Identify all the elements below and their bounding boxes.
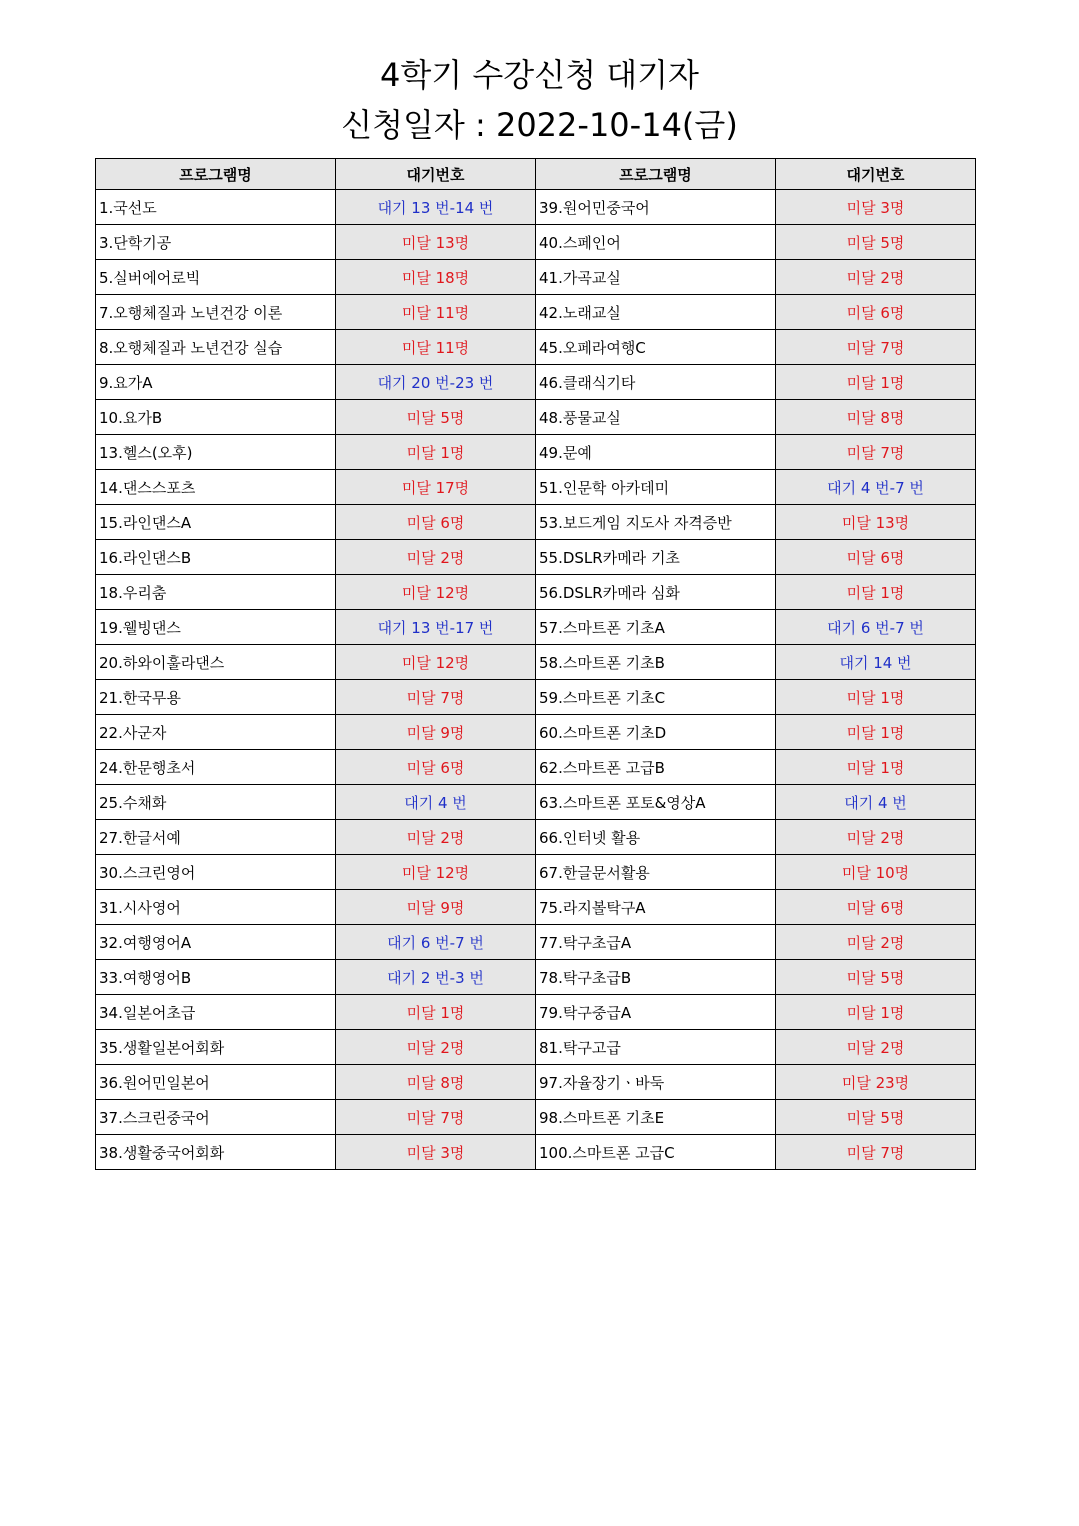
wait-status-cell: 미달 9명 bbox=[336, 715, 536, 750]
wait-status-cell: 미달 8명 bbox=[336, 1065, 536, 1100]
column-header-waitnumber: 대기번호 bbox=[336, 159, 536, 190]
table-row bbox=[96, 925, 976, 960]
wait-status-cell: 미달 2명 bbox=[776, 260, 976, 295]
table-row bbox=[96, 295, 976, 330]
table-row bbox=[96, 540, 976, 575]
table-row bbox=[96, 470, 976, 505]
program-name-cell: 21.한국무용 bbox=[96, 680, 336, 715]
table-row bbox=[96, 750, 976, 785]
program-name-cell: 37.스크린중국어 bbox=[96, 1100, 336, 1135]
program-name-cell: 53.보드게임 지도사 자격증반 bbox=[536, 505, 776, 540]
program-name-cell: 56.DSLR카메라 심화 bbox=[536, 575, 776, 610]
column-header-waitnumber: 대기번호 bbox=[776, 159, 976, 190]
program-name-cell: 5.실버에어로빅 bbox=[96, 260, 336, 295]
program-name-cell: 10.요가B bbox=[96, 400, 336, 435]
program-name-cell: 49.문예 bbox=[536, 435, 776, 470]
wait-status-cell: 대기 2 번-3 번 bbox=[336, 960, 536, 995]
program-name-cell: 77.탁구초급A bbox=[536, 925, 776, 960]
table-row bbox=[96, 260, 976, 295]
wait-status-cell: 대기 4 번-7 번 bbox=[776, 470, 976, 505]
wait-status-cell: 대기 6 번-7 번 bbox=[776, 610, 976, 645]
program-name-cell: 55.DSLR카메라 기초 bbox=[536, 540, 776, 575]
wait-status-cell: 미달 17명 bbox=[336, 470, 536, 505]
wait-status-cell: 미달 7명 bbox=[336, 1100, 536, 1135]
wait-status-cell: 미달 1명 bbox=[776, 680, 976, 715]
wait-status-cell: 미달 11명 bbox=[336, 330, 536, 365]
program-name-cell: 32.여행영어A bbox=[96, 925, 336, 960]
wait-status-cell: 미달 2명 bbox=[776, 820, 976, 855]
wait-status-cell: 미달 7명 bbox=[776, 330, 976, 365]
table-row bbox=[96, 1135, 976, 1170]
table-row bbox=[96, 225, 976, 260]
program-name-cell: 3.단학기공 bbox=[96, 225, 336, 260]
program-name-cell: 15.라인댄스A bbox=[96, 505, 336, 540]
wait-status-cell: 미달 6명 bbox=[336, 750, 536, 785]
wait-status-cell: 미달 2명 bbox=[336, 1030, 536, 1065]
page-title: 4학기 수강신청 대기자 bbox=[380, 56, 699, 94]
program-name-cell: 9.요가A bbox=[96, 365, 336, 400]
wait-status-cell: 미달 12명 bbox=[336, 575, 536, 610]
wait-status-cell: 미달 5명 bbox=[776, 960, 976, 995]
wait-status-cell: 미달 1명 bbox=[336, 995, 536, 1030]
waitlist-table bbox=[95, 158, 976, 1170]
wait-status-cell: 미달 1명 bbox=[776, 575, 976, 610]
program-name-cell: 41.가곡교실 bbox=[536, 260, 776, 295]
program-name-cell: 30.스크린영어 bbox=[96, 855, 336, 890]
wait-status-cell: 미달 1명 bbox=[776, 365, 976, 400]
program-name-cell: 33.여행영어B bbox=[96, 960, 336, 995]
wait-status-cell: 미달 1명 bbox=[776, 995, 976, 1030]
program-name-cell: 67.한글문서활용 bbox=[536, 855, 776, 890]
table-row bbox=[96, 1065, 976, 1100]
wait-status-cell: 미달 12명 bbox=[336, 855, 536, 890]
program-name-cell: 14.댄스스포츠 bbox=[96, 470, 336, 505]
wait-status-cell: 미달 5명 bbox=[776, 1100, 976, 1135]
wait-status-cell: 미달 5명 bbox=[336, 400, 536, 435]
table-row bbox=[96, 575, 976, 610]
wait-status-cell: 대기 13 번-17 번 bbox=[336, 610, 536, 645]
wait-status-cell: 미달 23명 bbox=[776, 1065, 976, 1100]
wait-status-cell: 미달 1명 bbox=[336, 435, 536, 470]
table-row bbox=[96, 855, 976, 890]
table-row bbox=[96, 365, 976, 400]
wait-status-cell: 미달 3명 bbox=[776, 190, 976, 225]
program-name-cell: 16.라인댄스B bbox=[96, 540, 336, 575]
program-name-cell: 45.오페라여행C bbox=[536, 330, 776, 365]
wait-status-cell: 미달 6명 bbox=[776, 540, 976, 575]
program-name-cell: 51.인문학 아카데미 bbox=[536, 470, 776, 505]
program-name-cell: 66.인터넷 활용 bbox=[536, 820, 776, 855]
application-date: 신청일자 : 2022-10-14(금) bbox=[341, 106, 738, 144]
table-row bbox=[96, 610, 976, 645]
program-name-cell: 24.한문행초서 bbox=[96, 750, 336, 785]
table-row bbox=[96, 330, 976, 365]
program-name-cell: 63.스마트폰 포토&영상A bbox=[536, 785, 776, 820]
table-row bbox=[96, 960, 976, 995]
wait-status-cell: 미달 2명 bbox=[336, 540, 536, 575]
wait-status-cell: 대기 13 번-14 번 bbox=[336, 190, 536, 225]
wait-status-cell: 미달 2명 bbox=[776, 925, 976, 960]
wait-status-cell: 대기 4 번 bbox=[336, 785, 536, 820]
table-row bbox=[96, 1030, 976, 1065]
wait-status-cell: 미달 6명 bbox=[776, 295, 976, 330]
program-name-cell: 75.라지볼탁구A bbox=[536, 890, 776, 925]
table-row bbox=[96, 995, 976, 1030]
column-header-program: 프로그램명 bbox=[96, 159, 336, 190]
table-row bbox=[96, 400, 976, 435]
program-name-cell: 97.자율장기ㆍ바둑 bbox=[536, 1065, 776, 1100]
program-name-cell: 40.스페인어 bbox=[536, 225, 776, 260]
program-name-cell: 78.탁구초급B bbox=[536, 960, 776, 995]
program-name-cell: 1.국선도 bbox=[96, 190, 336, 225]
program-name-cell: 27.한글서예 bbox=[96, 820, 336, 855]
program-name-cell: 62.스마트폰 고급B bbox=[536, 750, 776, 785]
program-name-cell: 20.하와이훌라댄스 bbox=[96, 645, 336, 680]
wait-status-cell: 미달 11명 bbox=[336, 295, 536, 330]
table-row bbox=[96, 435, 976, 470]
program-name-cell: 38.생활중국어회화 bbox=[96, 1135, 336, 1170]
program-name-cell: 25.수채화 bbox=[96, 785, 336, 820]
table-row bbox=[96, 645, 976, 680]
table-header-row bbox=[96, 159, 976, 190]
wait-status-cell: 대기 4 번 bbox=[776, 785, 976, 820]
program-name-cell: 39.원어민중국어 bbox=[536, 190, 776, 225]
wait-status-cell: 대기 14 번 bbox=[776, 645, 976, 680]
table-row bbox=[96, 680, 976, 715]
wait-status-cell: 미달 6명 bbox=[336, 505, 536, 540]
table-row bbox=[96, 890, 976, 925]
wait-status-cell: 미달 18명 bbox=[336, 260, 536, 295]
table-row bbox=[96, 715, 976, 750]
wait-status-cell: 미달 1명 bbox=[776, 750, 976, 785]
program-name-cell: 42.노래교실 bbox=[536, 295, 776, 330]
wait-status-cell: 미달 1명 bbox=[776, 715, 976, 750]
table-row bbox=[96, 785, 976, 820]
wait-status-cell: 미달 10명 bbox=[776, 855, 976, 890]
program-name-cell: 46.클래식기타 bbox=[536, 365, 776, 400]
program-name-cell: 36.원어민일본어 bbox=[96, 1065, 336, 1100]
program-name-cell: 13.헬스(오후) bbox=[96, 435, 336, 470]
table-row bbox=[96, 505, 976, 540]
program-name-cell: 100.스마트폰 고급C bbox=[536, 1135, 776, 1170]
program-name-cell: 48.풍물교실 bbox=[536, 400, 776, 435]
program-name-cell: 31.시사영어 bbox=[96, 890, 336, 925]
program-name-cell: 57.스마트폰 기초A bbox=[536, 610, 776, 645]
program-name-cell: 35.생활일본어회화 bbox=[96, 1030, 336, 1065]
wait-status-cell: 대기 6 번-7 번 bbox=[336, 925, 536, 960]
table-row bbox=[96, 820, 976, 855]
wait-status-cell: 미달 12명 bbox=[336, 645, 536, 680]
wait-status-cell: 미달 2명 bbox=[336, 820, 536, 855]
wait-status-cell: 미달 7명 bbox=[336, 680, 536, 715]
wait-status-cell: 미달 6명 bbox=[776, 890, 976, 925]
program-name-cell: 7.오행체질과 노년건강 이론 bbox=[96, 295, 336, 330]
table-row bbox=[96, 1100, 976, 1135]
wait-status-cell: 미달 13명 bbox=[776, 505, 976, 540]
column-header-program: 프로그램명 bbox=[536, 159, 776, 190]
program-name-cell: 98.스마트폰 기초E bbox=[536, 1100, 776, 1135]
wait-status-cell: 미달 7명 bbox=[776, 435, 976, 470]
program-name-cell: 34.일본어초급 bbox=[96, 995, 336, 1030]
program-name-cell: 58.스마트폰 기초B bbox=[536, 645, 776, 680]
program-name-cell: 79.탁구중급A bbox=[536, 995, 776, 1030]
table-row bbox=[96, 190, 976, 225]
wait-status-cell: 미달 9명 bbox=[336, 890, 536, 925]
program-name-cell: 59.스마트폰 기초C bbox=[536, 680, 776, 715]
program-name-cell: 18.우리춤 bbox=[96, 575, 336, 610]
wait-status-cell: 미달 3명 bbox=[336, 1135, 536, 1170]
program-name-cell: 8.오행체질과 노년건강 실습 bbox=[96, 330, 336, 365]
wait-status-cell: 미달 7명 bbox=[776, 1135, 976, 1170]
wait-status-cell: 미달 2명 bbox=[776, 1030, 976, 1065]
wait-status-cell: 미달 8명 bbox=[776, 400, 976, 435]
wait-status-cell: 미달 5명 bbox=[776, 225, 976, 260]
wait-status-cell: 대기 20 번-23 번 bbox=[336, 365, 536, 400]
program-name-cell: 22.사군자 bbox=[96, 715, 336, 750]
program-name-cell: 19.웰빙댄스 bbox=[96, 610, 336, 645]
program-name-cell: 60.스마트폰 기초D bbox=[536, 715, 776, 750]
program-name-cell: 81.탁구고급 bbox=[536, 1030, 776, 1065]
wait-status-cell: 미달 13명 bbox=[336, 225, 536, 260]
